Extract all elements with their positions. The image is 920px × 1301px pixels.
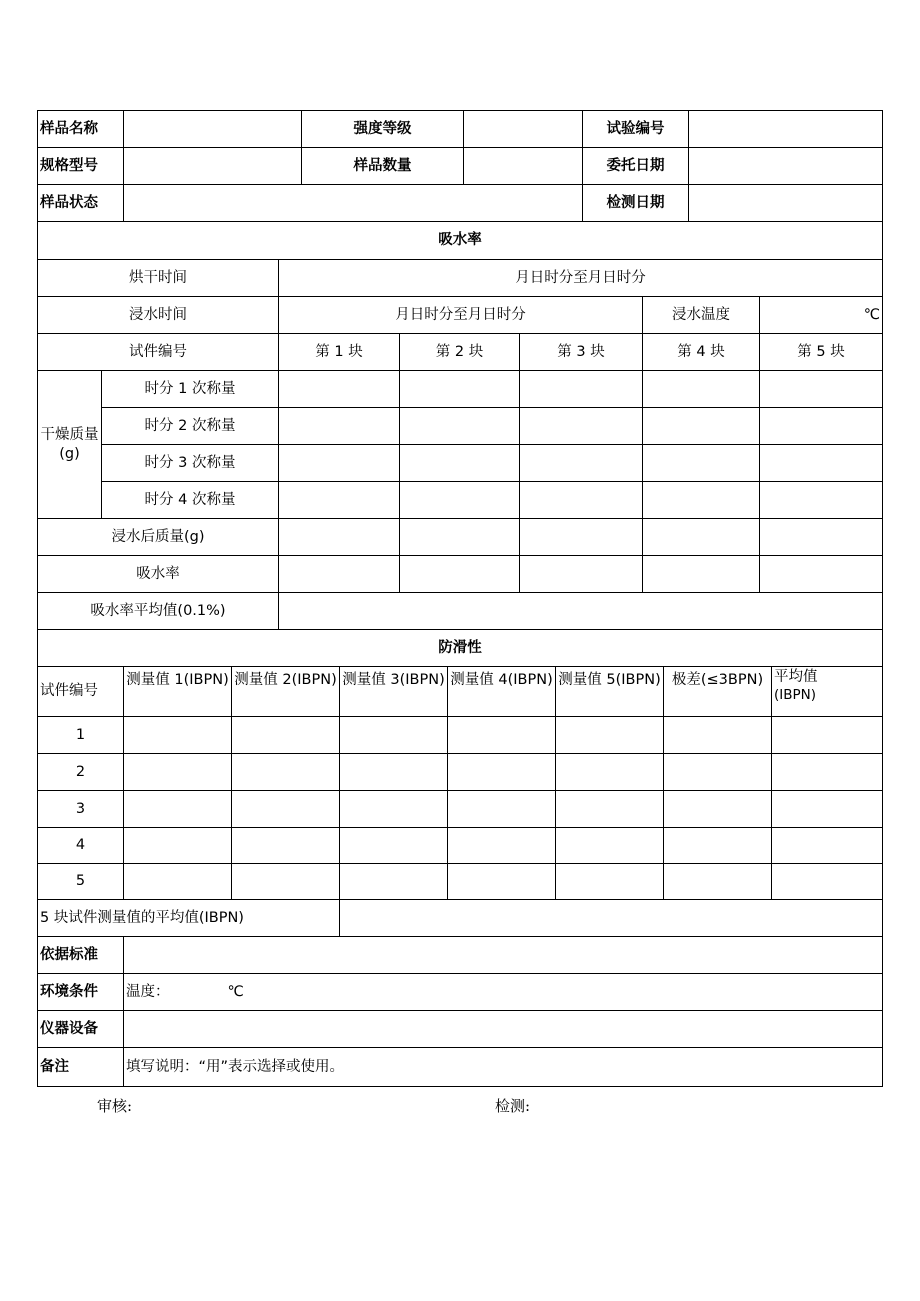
overall-average-value[interactable] (339, 899, 883, 937)
weighing-3-label: 时分 3 次称量 (101, 444, 279, 482)
slip-cell-r2-c2[interactable] (231, 753, 340, 791)
absorption-cell-r1-c4[interactable] (642, 370, 760, 408)
slip-specimen-no-label: 试件编号 (37, 666, 124, 717)
absorption-cell-r3-c3[interactable] (519, 444, 643, 482)
dry-mass-label-text: 干燥质量 (40, 426, 99, 443)
slip-cell-r2-c7[interactable] (771, 753, 883, 791)
measurement-1-header: 测量值 1(IBPN) (123, 666, 232, 717)
test-no-value[interactable] (688, 110, 883, 148)
standard-label: 依据标准 (37, 936, 124, 974)
absorption-cell-r4-c3[interactable] (519, 481, 643, 519)
block-3-header: 第 3 块 (519, 333, 643, 371)
slip-cell-r1-c7[interactable] (771, 716, 883, 754)
absorption-cell-r4-c1[interactable] (278, 481, 400, 519)
temperature-unit: ℃ (227, 983, 244, 1000)
sample-qty-label: 样品数量 (301, 147, 464, 185)
slip-cell-r4-c3[interactable] (339, 827, 448, 864)
absorption-cell-r1-c1[interactable] (278, 370, 400, 408)
slip-cell-r3-c3[interactable] (339, 790, 448, 828)
absorption-cell-r2-c5[interactable] (759, 407, 883, 445)
slip-row-number: 4 (37, 827, 124, 864)
slip-cell-r5-c6[interactable] (663, 863, 772, 900)
slip-cell-r4-c7[interactable] (771, 827, 883, 864)
review-signature-label: 审核: (97, 1097, 133, 1115)
weighing-1-label: 时分 1 次称量 (101, 370, 279, 408)
slip-cell-r2-c6[interactable] (663, 753, 772, 791)
average-header (771, 666, 883, 717)
sample-name-label: 样品名称 (37, 110, 124, 148)
slip-cell-r1-c6[interactable] (663, 716, 772, 754)
slip-cell-r1-c2[interactable] (231, 716, 340, 754)
absorption-cell-r1-c5[interactable] (759, 370, 883, 408)
dry-mass-label (37, 370, 102, 519)
slip-cell-r1-c3[interactable] (339, 716, 448, 754)
dry-time-value[interactable]: 月日时分至月日时分 (278, 259, 883, 297)
rate-label: 吸水率 (37, 555, 279, 593)
absorption-cell-r6-c2[interactable] (399, 555, 520, 593)
soak-time-label: 浸水时间 (37, 296, 279, 334)
absorption-cell-r3-c2[interactable] (399, 444, 520, 482)
average-header-line1: 平均值 (774, 669, 818, 685)
block-5-header: 第 5 块 (759, 333, 883, 371)
test-date-label: 检测日期 (582, 184, 689, 222)
slip-cell-r5-c5[interactable] (555, 863, 664, 900)
slip-cell-r2-c4[interactable] (447, 753, 556, 791)
environment-value[interactable] (123, 973, 883, 1011)
slip-cell-r5-c4[interactable] (447, 863, 556, 900)
absorption-cell-r1-c2[interactable] (399, 370, 520, 408)
slip-cell-r2-c1[interactable] (123, 753, 232, 791)
slip-cell-r3-c1[interactable] (123, 790, 232, 828)
soak-temp-value[interactable]: ℃ (759, 296, 883, 334)
slip-row-number: 5 (37, 863, 124, 900)
absorption-cell-r3-c1[interactable] (278, 444, 400, 482)
standard-value[interactable] (123, 936, 883, 974)
absorption-cell-r6-c1[interactable] (278, 555, 400, 593)
block-4-header: 第 4 块 (642, 333, 760, 371)
absorption-cell-r2-c2[interactable] (399, 407, 520, 445)
slip-cell-r3-c2[interactable] (231, 790, 340, 828)
rate-avg-label: 吸水率平均值(0.1%) (37, 592, 279, 630)
weighing-2-label: 时分 2 次称量 (101, 407, 279, 445)
spec-model-value[interactable] (123, 147, 302, 185)
slip-cell-r1-c1[interactable] (123, 716, 232, 754)
sample-qty-value[interactable] (463, 147, 583, 185)
dry-time-label: 烘干时间 (37, 259, 279, 297)
absorption-cell-r2-c4[interactable] (642, 407, 760, 445)
absorption-cell-r3-c4[interactable] (642, 444, 760, 482)
average-header-line2: (IBPN) (774, 686, 817, 703)
test-no-label: 试验编号 (582, 110, 689, 148)
range-header: 极差(≤3BPN) (663, 666, 772, 717)
abs-specimen-no-label: 试件编号 (37, 333, 279, 371)
slip-cell-r2-c3[interactable] (339, 753, 448, 791)
soaked-mass-label: 浸水后质量(g) (37, 518, 279, 556)
absorption-cell-r4-c2[interactable] (399, 481, 520, 519)
test-date-value[interactable] (688, 184, 883, 222)
slip-cell-r5-c3[interactable] (339, 863, 448, 900)
absorption-cell-r6-c4[interactable] (642, 555, 760, 593)
slip-cell-r1-c5[interactable] (555, 716, 664, 754)
block-2-header: 第 2 块 (399, 333, 520, 371)
sample-name-value[interactable] (123, 110, 302, 148)
absorption-cell-r5-c2[interactable] (399, 518, 520, 556)
slip-cell-r3-c4[interactable] (447, 790, 556, 828)
dry-mass-unit: (g) (59, 445, 80, 462)
measurement-5-header: 测量值 5(IBPN) (555, 666, 664, 717)
soak-time-value[interactable]: 月日时分至月日时分 (278, 296, 643, 334)
temperature-label: 温度： (126, 983, 170, 1000)
absorption-cell-r6-c3[interactable] (519, 555, 643, 593)
slip-cell-r4-c4[interactable] (447, 827, 556, 864)
slip-cell-r1-c4[interactable] (447, 716, 556, 754)
slip-cell-r3-c7[interactable] (771, 790, 883, 828)
slip-cell-r5-c2[interactable] (231, 863, 340, 900)
equipment-label: 仪器设备 (37, 1010, 124, 1048)
absorption-cell-r5-c1[interactable] (278, 518, 400, 556)
entrust-date-label: 委托日期 (582, 147, 689, 185)
strength-grade-label: 强度等级 (301, 110, 464, 148)
absorption-section-title: 吸水率 (37, 221, 883, 260)
absorption-cell-r1-c3[interactable] (519, 370, 643, 408)
equipment-value[interactable] (123, 1010, 883, 1048)
slip-cell-r4-c6[interactable] (663, 827, 772, 864)
measurement-2-header: 测量值 2(IBPN) (231, 666, 340, 717)
spec-model-label: 规格型号 (37, 147, 124, 185)
slip-cell-r3-c6[interactable] (663, 790, 772, 828)
absorption-cell-r3-c5[interactable] (759, 444, 883, 482)
remark-value: 填写说明：“用”表示选择或使用。 (123, 1047, 883, 1087)
slip-cell-r4-c5[interactable] (555, 827, 664, 864)
inspect-signature-label: 检测: (495, 1097, 531, 1115)
slip-row-number: 2 (37, 753, 124, 791)
slip-section-title: 防滑性 (37, 629, 883, 667)
overall-average-label: 5 块试件测量值的平均值(IBPN) (37, 899, 340, 937)
weighing-4-label: 时分 4 次称量 (101, 481, 279, 519)
absorption-cell-r4-c4[interactable] (642, 481, 760, 519)
soak-temp-label: 浸水温度 (642, 296, 760, 334)
sample-state-label: 样品状态 (37, 184, 124, 222)
slip-cell-r4-c2[interactable] (231, 827, 340, 864)
measurement-4-header: 测量值 4(IBPN) (447, 666, 556, 717)
absorption-cell-r6-c5[interactable] (759, 555, 883, 593)
environment-label: 环境条件 (37, 973, 124, 1011)
sample-state-value[interactable] (123, 184, 583, 222)
slip-row-number: 3 (37, 790, 124, 828)
absorption-cell-r4-c5[interactable] (759, 481, 883, 519)
measurement-3-header: 测量值 3(IBPN) (339, 666, 448, 717)
absorption-cell-r2-c3[interactable] (519, 407, 643, 445)
slip-cell-r2-c5[interactable] (555, 753, 664, 791)
test-record-form (37, 110, 883, 1088)
slip-row-number: 1 (37, 716, 124, 754)
absorption-cell-r5-c3[interactable] (519, 518, 643, 556)
absorption-cell-r2-c1[interactable] (278, 407, 400, 445)
remark-label: 备注 (37, 1047, 124, 1087)
rate-avg-value[interactable] (278, 592, 883, 630)
absorption-cell-r5-c4[interactable] (642, 518, 760, 556)
slip-cell-r5-c1[interactable] (123, 863, 232, 900)
slip-cell-r5-c7[interactable] (771, 863, 883, 900)
strength-grade-value[interactable] (463, 110, 583, 148)
slip-cell-r4-c1[interactable] (123, 827, 232, 864)
block-1-header: 第 1 块 (278, 333, 400, 371)
slip-cell-r3-c5[interactable] (555, 790, 664, 828)
absorption-cell-r5-c5[interactable] (759, 518, 883, 556)
entrust-date-value[interactable] (688, 147, 883, 185)
